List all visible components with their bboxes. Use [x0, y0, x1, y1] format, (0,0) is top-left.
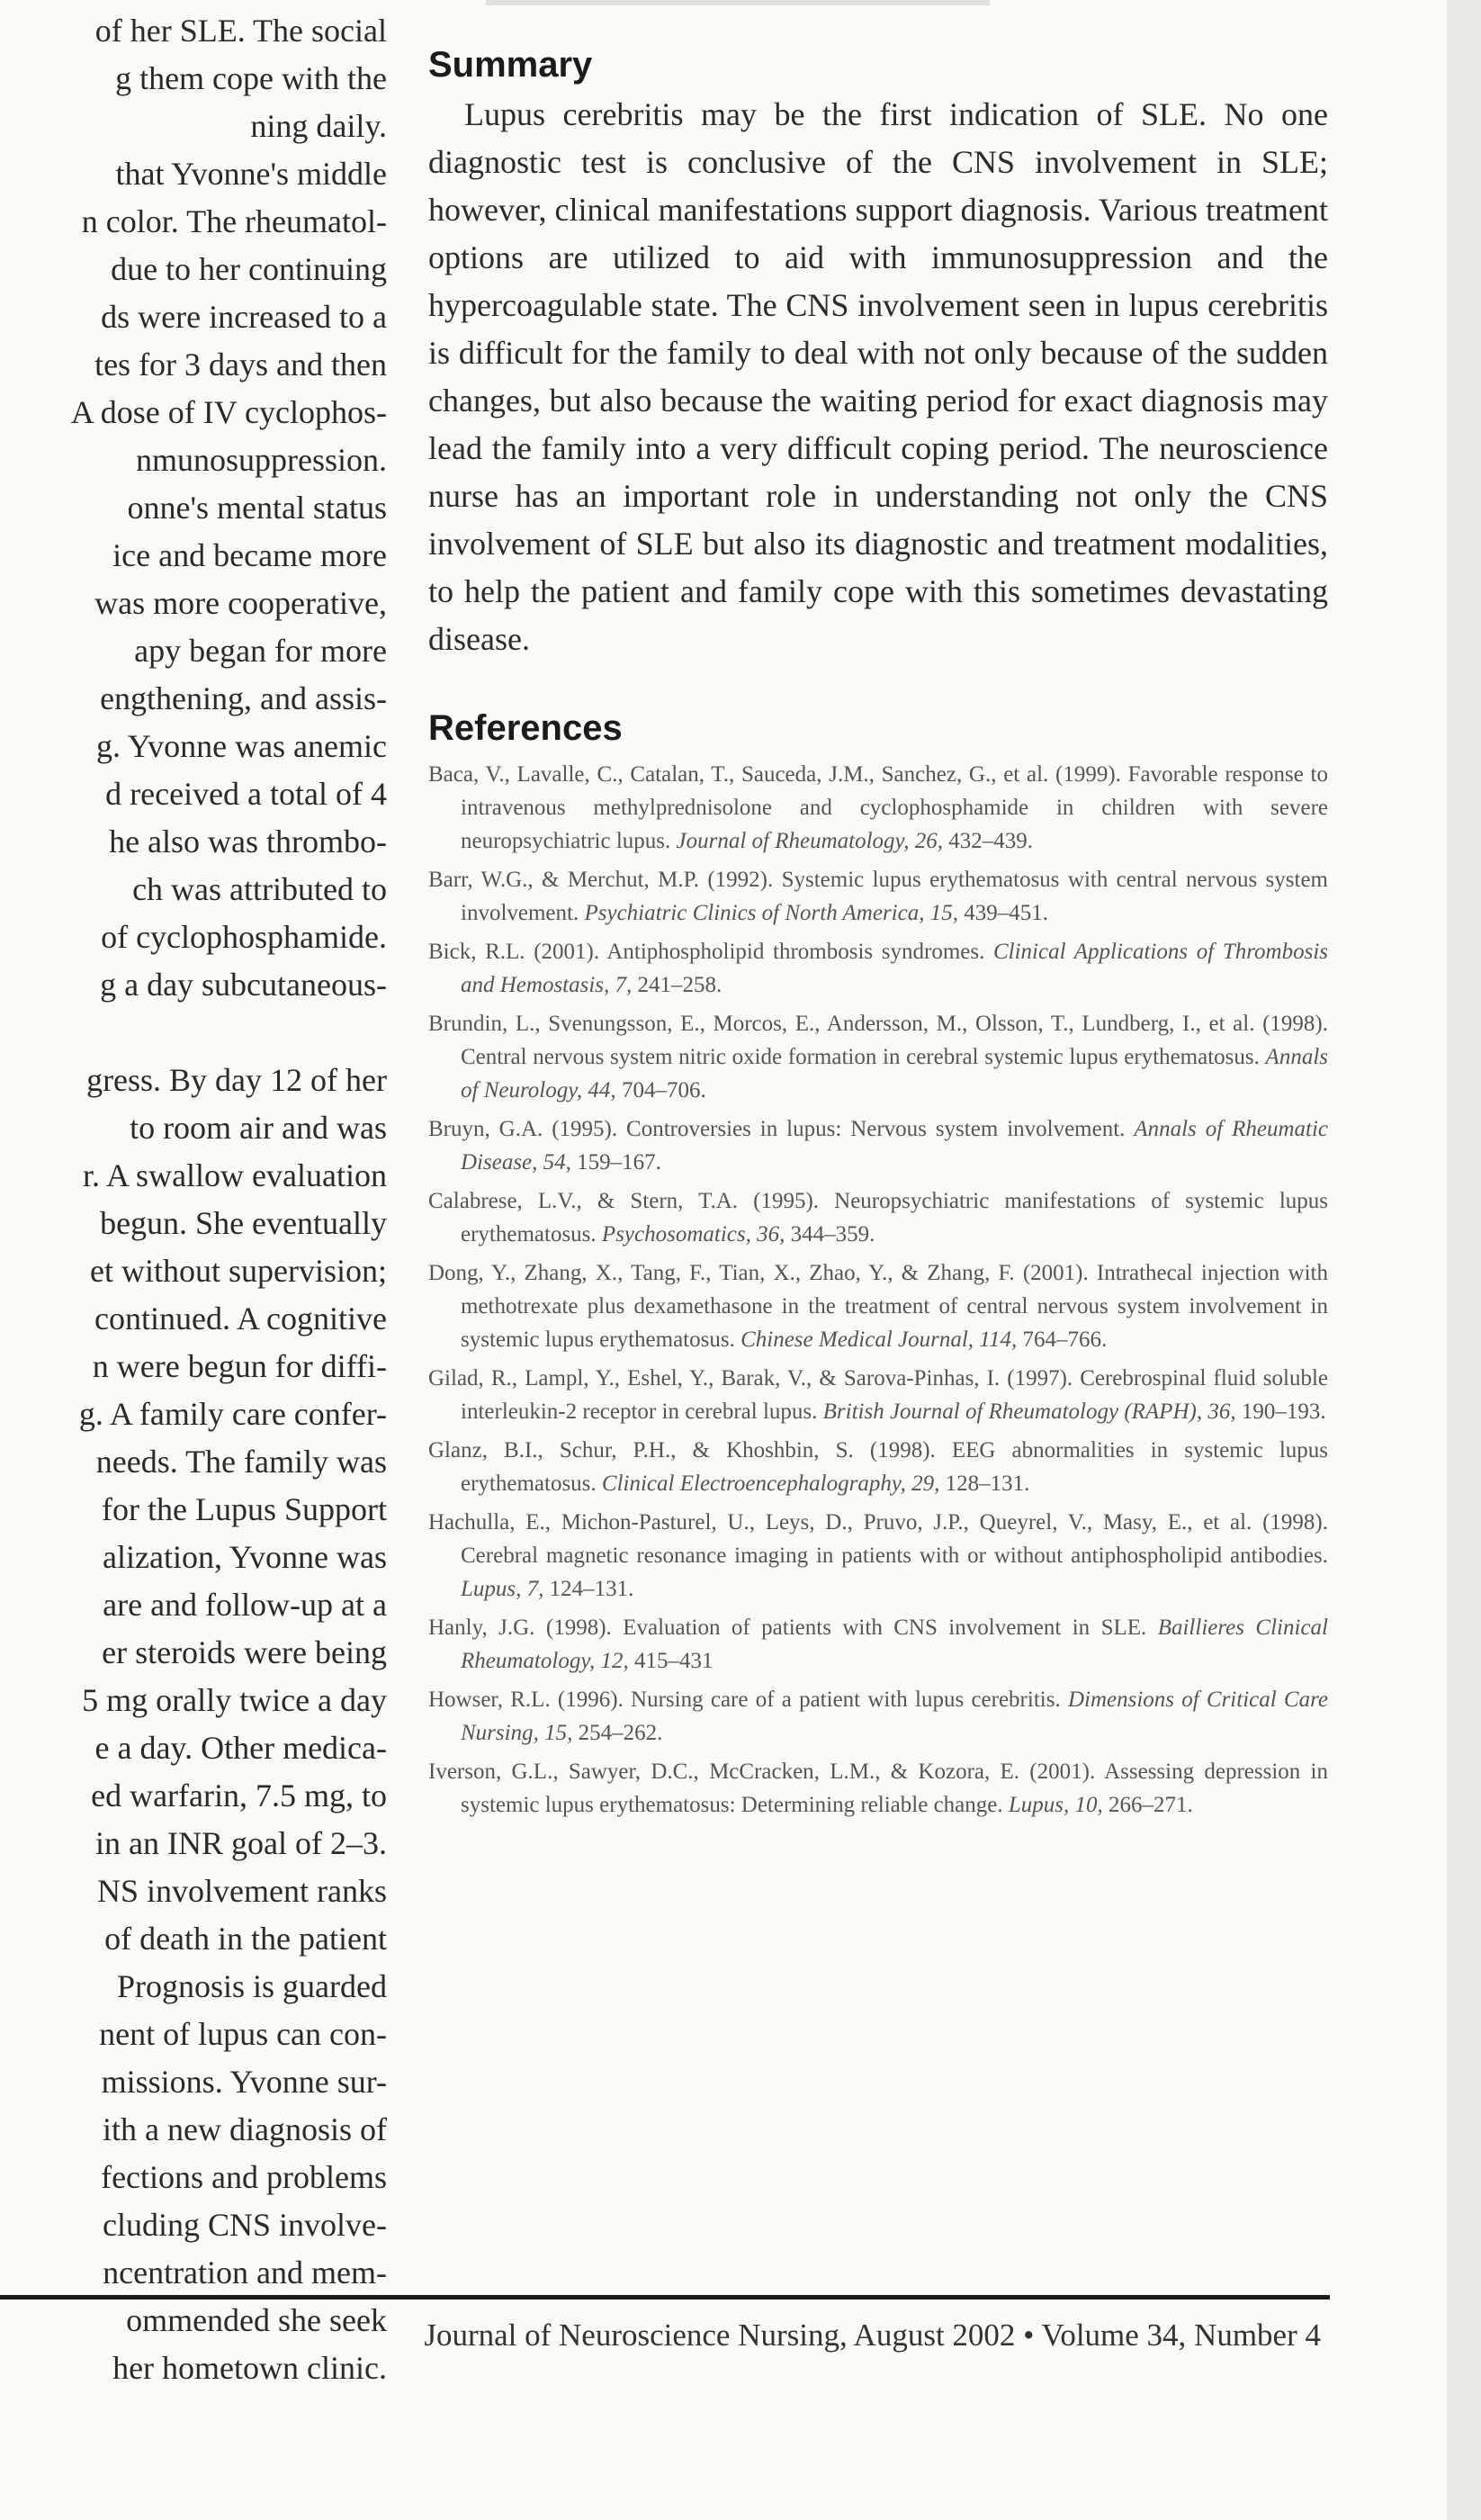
- reference-citation: Bruyn, G.A. (1995). Controversies in lupus: Nervous system involvement.: [428, 1117, 1135, 1141]
- reference-pages: 241–258.: [632, 973, 723, 997]
- previous-column-fragment: [0, 0, 387, 2386]
- reference-item: [428, 1683, 1328, 1750]
- left-column-line: n color. The rheumatol-: [81, 203, 387, 239]
- left-column-line: of death in the patient: [104, 1921, 387, 1957]
- left-column-line: he also was thrombo-: [109, 824, 387, 860]
- left-column-line: ning daily.: [250, 108, 387, 144]
- left-column-line: ch was attributed to: [132, 871, 387, 907]
- reference-pages: 764–766.: [1017, 1328, 1108, 1352]
- left-column-line: ice and became more: [112, 537, 387, 573]
- reference-citation: Glanz, B.I., Schur, P.H., & Khoshbin, S. (1998). EEG abnormalities in systemic lupus erythematosus.: [428, 1438, 1328, 1496]
- left-column-line: nent of lupus can con-: [99, 2016, 387, 2052]
- summary-heading: Summary: [428, 45, 593, 85]
- reference-citation: Hachulla, E., Michon-Pasturel, U., Leys, D., Pruvo, J.P., Queyrel, V., Masy, E., et al. (1998). Cerebral magnetic resonance imaging in patients with or without antiphospholipid antibodies.: [428, 1510, 1328, 1568]
- left-column-line: ds were increased to a: [101, 299, 387, 335]
- left-column-line: of her SLE. The social: [94, 13, 387, 49]
- left-column-line: ith a new diagnosis of: [103, 2111, 387, 2147]
- reference-journal: Baillieres Clinical Rheumatology, 12,: [461, 1616, 1328, 1673]
- reference-item: [428, 1362, 1328, 1428]
- left-column-line: gress. By day 12 of her: [86, 1062, 387, 1098]
- reference-citation: Barr, W.G., & Merchut, M.P. (1992). Systemic lupus erythematosus with central nervous system involvement.: [428, 868, 1328, 925]
- reference-item: [428, 1506, 1328, 1606]
- left-column-line: er steroids were being: [102, 1634, 387, 1670]
- left-column-line: ncentration and mem-: [103, 2254, 387, 2290]
- reference-journal: Annals of Neurology, 44,: [461, 1045, 1328, 1102]
- reference-journal: Psychiatric Clinics of North America, 15,: [584, 901, 958, 925]
- reference-citation: Dong, Y., Zhang, X., Tang, F., Tian, X., Zhao, Y., & Zhang, F. (2001). Intrathecal injection with methotrexate plus dexamethasone in the treatment of central nervous system involvement in systemic lupus erythematosus.: [428, 1261, 1328, 1352]
- left-column-line: that Yvonne's middle: [115, 156, 387, 192]
- left-column-line: continued. A cognitive: [94, 1300, 387, 1336]
- top-rule: [486, 0, 990, 5]
- reference-pages: 432–439.: [943, 829, 1034, 853]
- reference-citation: Brundin, L., Svenungsson, E., Morcos, E., Andersson, M., Olsson, T., Lundberg, I., et al. (1998). Central nervous system nitric oxide formation in cerebral systemic lupus erythematosus.: [428, 1012, 1328, 1069]
- reference-pages: 190–193.: [1235, 1400, 1326, 1424]
- left-column-line: r. A swallow evaluation: [83, 1157, 387, 1193]
- reference-citation: Gilad, R., Lampl, Y., Eshel, Y., Barak, V., & Sarova-Pinhas, I. (1997). Cerebrospinal fluid soluble interleukin-2 receptor in cerebral lupus.: [428, 1366, 1328, 1424]
- left-column-line: e a day. Other medica-: [94, 1730, 387, 1766]
- left-column-line: [0, 1009, 387, 1057]
- summary-text: Lupus cerebritis may be the first indication of SLE. No one diagnostic test is conclusive of the CNS involvement in SLE; however, clinical manifestations support diagnosis. Various treatment options are utilized to aid with immunosuppression and the hypercoagulable state. The CNS involvement seen in lupus cerebritis is difficult for the family to deal with not only because of the sudden changes, but also because the waiting period for exact diagnosis may lead the family into a very difficult coping period. The neuroscience nurse has an important role in understanding not only the CNS involvement of SLE but also its diagnostic and treatment modalities, to help the patient and family cope with this sometimes devastating disease.: [428, 96, 1328, 657]
- reference-pages: 344–359.: [785, 1222, 875, 1246]
- left-column-line: Prognosis is guarded: [117, 1968, 387, 2004]
- left-column-line: onne's mental status: [127, 490, 387, 526]
- reference-citation: Iverson, G.L., Sawyer, D.C., McCracken, L.M., & Kozora, E. (2001). Assessing depression in systemic lupus erythematosus: Determining reliable change.: [428, 1760, 1328, 1817]
- page-edge: [1447, 0, 1481, 2520]
- references-section: [428, 708, 1328, 1822]
- reference-journal: Annals of Rheumatic Disease, 54,: [461, 1117, 1328, 1174]
- reference-list: [428, 758, 1328, 1822]
- left-column-line: g. Yvonne was anemic: [96, 728, 387, 764]
- reference-item: [428, 758, 1328, 858]
- left-column-line: in an INR goal of 2–3.: [95, 1825, 387, 1861]
- reference-pages: 415–431: [628, 1649, 714, 1673]
- reference-pages: 704–706.: [615, 1078, 706, 1102]
- reference-citation: Howser, R.L. (1996). Nursing care of a patient with lupus cerebritis.: [428, 1688, 1068, 1712]
- reference-journal: British Journal of Rheumatology (RAPH), 36,: [822, 1400, 1236, 1424]
- reference-pages: 124–131.: [543, 1577, 634, 1601]
- footer-rule: [0, 2295, 1330, 2300]
- reference-pages: 266–271.: [1102, 1793, 1193, 1817]
- reference-item: [428, 1184, 1328, 1251]
- summary-section: [428, 45, 1328, 663]
- reference-pages: 439–451.: [957, 901, 1048, 925]
- left-column-line: of cyclophosphamide.: [101, 919, 387, 955]
- reference-journal: Lupus, 7,: [461, 1577, 544, 1601]
- left-column-line: missions. Yvonne sur-: [101, 2064, 387, 2100]
- reference-citation: Hanly, J.G. (1998). Evaluation of patients with CNS involvement in SLE.: [428, 1616, 1158, 1640]
- left-column-line: et without supervision;: [90, 1253, 387, 1289]
- left-column-text: [0, 7, 387, 2392]
- reference-item: [428, 1755, 1328, 1822]
- left-column-line: begun. She eventually: [100, 1205, 387, 1241]
- reference-journal: Journal of Rheumatology, 26,: [676, 829, 944, 853]
- left-column-line: n were begun for diffi-: [92, 1348, 387, 1384]
- right-column: [428, 45, 1328, 1827]
- left-column-line: due to her continuing: [111, 251, 387, 287]
- left-column-line: to room air and was: [130, 1110, 387, 1146]
- reference-journal: Clinical Electroencephalography, 29,: [601, 1472, 940, 1496]
- reference-pages: 159–167.: [570, 1150, 661, 1174]
- left-column-line: d received a total of 4: [105, 776, 387, 812]
- left-column-line: are and follow-up at a: [103, 1587, 387, 1623]
- reference-journal: Clinical Applications of Thrombosis and Hemostasis, 7,: [461, 940, 1328, 997]
- left-column-line: g them cope with the: [115, 60, 387, 96]
- reference-item: [428, 1434, 1328, 1500]
- left-column-line: apy began for more: [134, 633, 387, 669]
- reference-item: [428, 1007, 1328, 1107]
- reference-journal: Psychosomatics, 36,: [601, 1222, 785, 1246]
- reference-journal: Lupus, 10,: [1008, 1793, 1103, 1817]
- left-column-line: A dose of IV cyclophos-: [70, 394, 387, 430]
- reference-pages: 254–262.: [572, 1721, 663, 1745]
- left-column-line: for the Lupus Support: [102, 1491, 387, 1527]
- left-column-line: g. A family care confer-: [78, 1396, 387, 1432]
- references-heading: References: [428, 708, 623, 748]
- left-column-line: alization, Yvonne was: [103, 1539, 387, 1575]
- left-column-line: nmunosuppression.: [136, 442, 387, 478]
- reference-item: [428, 1112, 1328, 1179]
- reference-citation: Calabrese, L.V., & Stern, T.A. (1995). Neuropsychiatric manifestations of systemic lupus erythematosus.: [428, 1189, 1328, 1246]
- left-column-line: fections and problems: [101, 2159, 387, 2195]
- left-column-line: engthening, and assis-: [100, 680, 387, 716]
- left-column-line: ed warfarin, 7.5 mg, to: [91, 1778, 387, 1814]
- reference-pages: 128–131.: [939, 1472, 1030, 1496]
- left-column-line: cluding CNS involve-: [103, 2207, 387, 2243]
- reference-journal: Chinese Medical Journal, 114,: [740, 1328, 1018, 1352]
- left-column-line: was more cooperative,: [94, 585, 387, 621]
- left-column-line: 5 mg orally twice a day: [82, 1682, 387, 1718]
- reference-item: [428, 935, 1328, 1002]
- reference-journal: Dimensions of Critical Care Nursing, 15,: [461, 1688, 1328, 1745]
- reference-item: [428, 1611, 1328, 1678]
- reference-citation: Baca, V., Lavalle, C., Catalan, T., Sauceda, J.M., Sanchez, G., et al. (1999). Favorable response to intravenous methylprednisolone and cyclophosphamide in children with severe neuropsychiatric lupus.: [428, 762, 1328, 853]
- left-column-line: her hometown clinic.: [112, 2350, 387, 2386]
- journal-footer: Journal of Neuroscience Nursing, August 2002 • Volume 34, Number 4: [424, 2318, 1321, 2353]
- left-column-line: tes for 3 days and then: [94, 346, 387, 382]
- reference-item: [428, 1256, 1328, 1356]
- left-column-line: ommended she seek: [126, 2302, 387, 2338]
- left-column-line: g a day subcutaneous-: [100, 967, 387, 1003]
- left-column-line: needs. The family was: [95, 1444, 387, 1480]
- reference-citation: Bick, R.L. (2001). Antiphospholipid thrombosis syndromes.: [428, 940, 993, 964]
- left-column-line: NS involvement ranks: [97, 1873, 387, 1909]
- reference-item: [428, 863, 1328, 930]
